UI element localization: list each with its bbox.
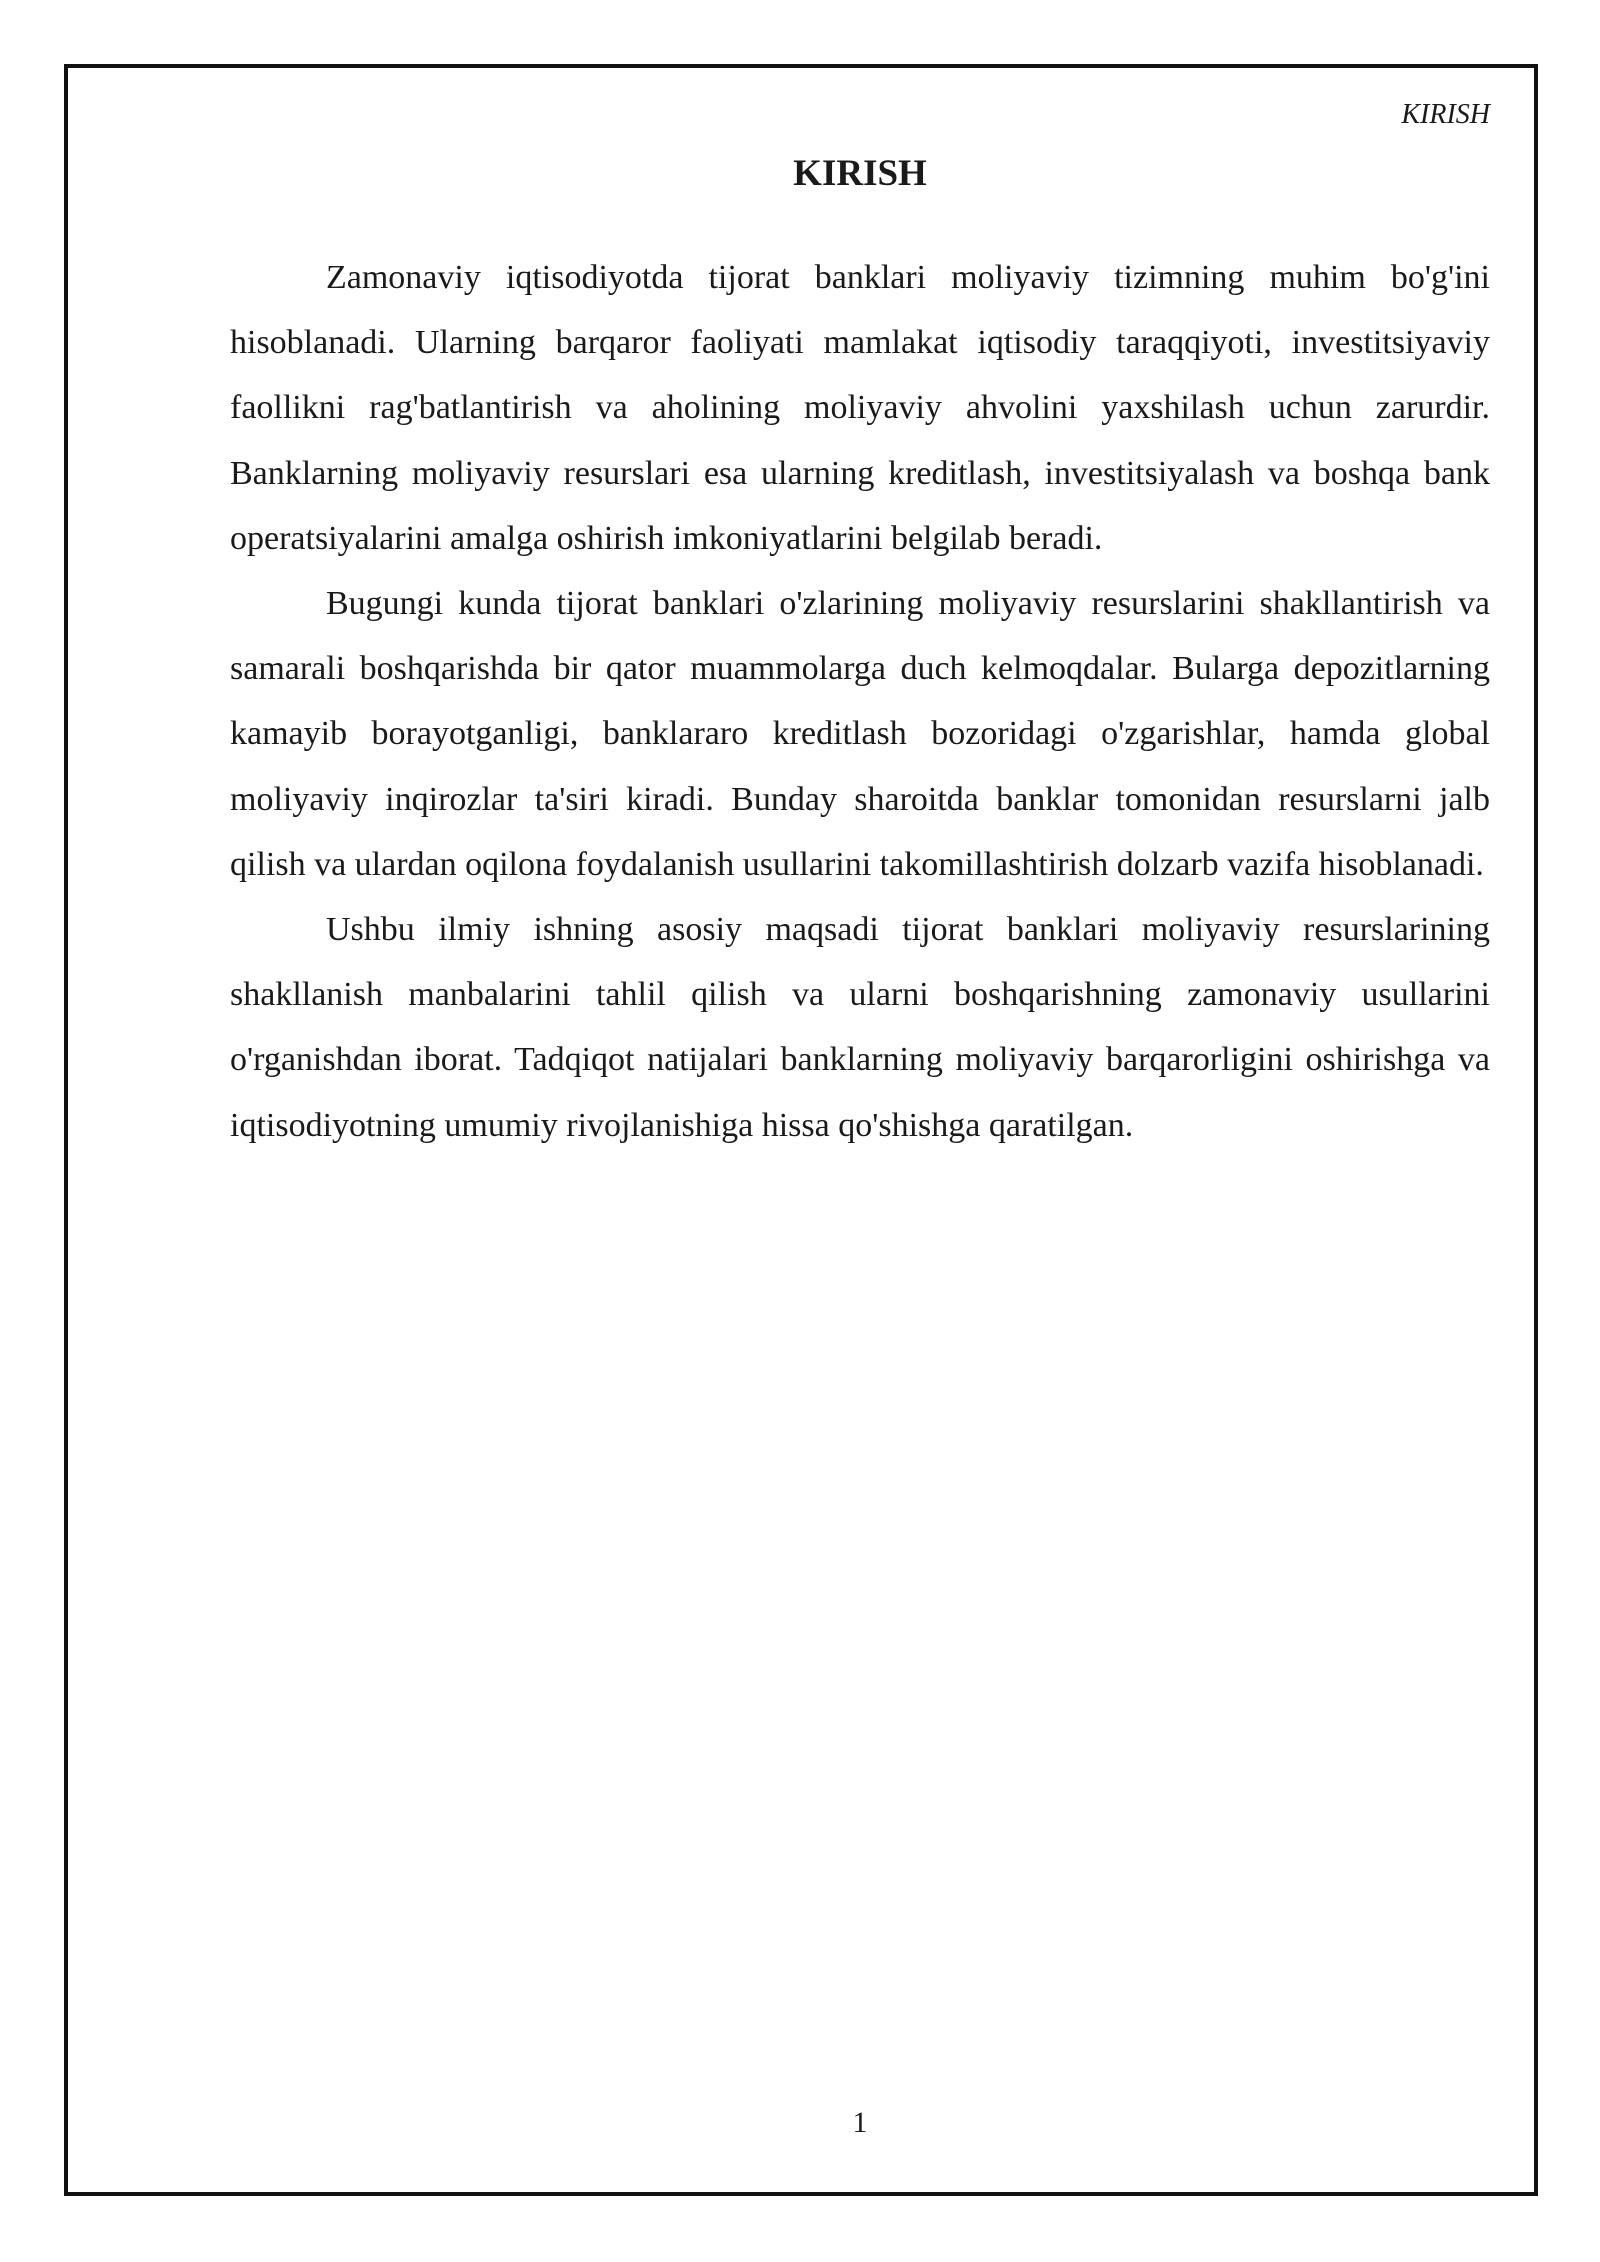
- body-text: [230, 245, 1490, 1158]
- paragraph-2: Bugungi kunda tijorat banklari o'zlarining moliyaviy resurslarini shakllantirish va samarali boshqarishda bir qator muammolarga duch kelmoqdalar. Bularga depozitlarning kamayib borayotganligi, banklararo kreditlash bozoridagi o'zgarishlar, hamda global moliyaviy inqirozlar ta'siri kiradi. Bunday sharoitda banklar tomonidan resurslarni jalb qilish va ulardan oqilona foydalanish usullarini takomillashtirish dolzarb vazifa hisoblanadi.: [230, 585, 1490, 883]
- paragraph-3: Ushbu ilmiy ishning asosiy maqsadi tijorat banklari moliyaviy resurslarining shakllanish manbalarini tahlil qilish va ularni boshqarishning zamonaviy usullarini o'rganishdan iborat. Tadqiqot natijalari banklarning moliyaviy barqarorligini oshirishga va iqtisodiyotning umumiy rivojlanishiga hissa qo'shishga qaratilgan.: [230, 911, 1490, 1144]
- paragraph-1: Zamonaviy iqtisodiyotda tijorat banklari moliyaviy tizimning muhim bo'g'ini hisoblanadi. Ularning barqaror faoliyati mamlakat iqtisodiy taraqqiyoti, investitsiyaviy faollikni rag'batlantirish va aholining moliyaviy ahvolini yaxshilash uchun zarurdir. Banklarning moliyaviy resurslari esa ularning kreditlash, investitsiyalash va boshqa bank operatsiyalarini amalga oshirish imkoniyatlarini belgilab beradi.: [230, 259, 1490, 557]
- page-number: 1: [852, 2106, 868, 2139]
- page-title: KIRISH: [793, 153, 927, 194]
- running-header: KIRISH: [1401, 99, 1490, 130]
